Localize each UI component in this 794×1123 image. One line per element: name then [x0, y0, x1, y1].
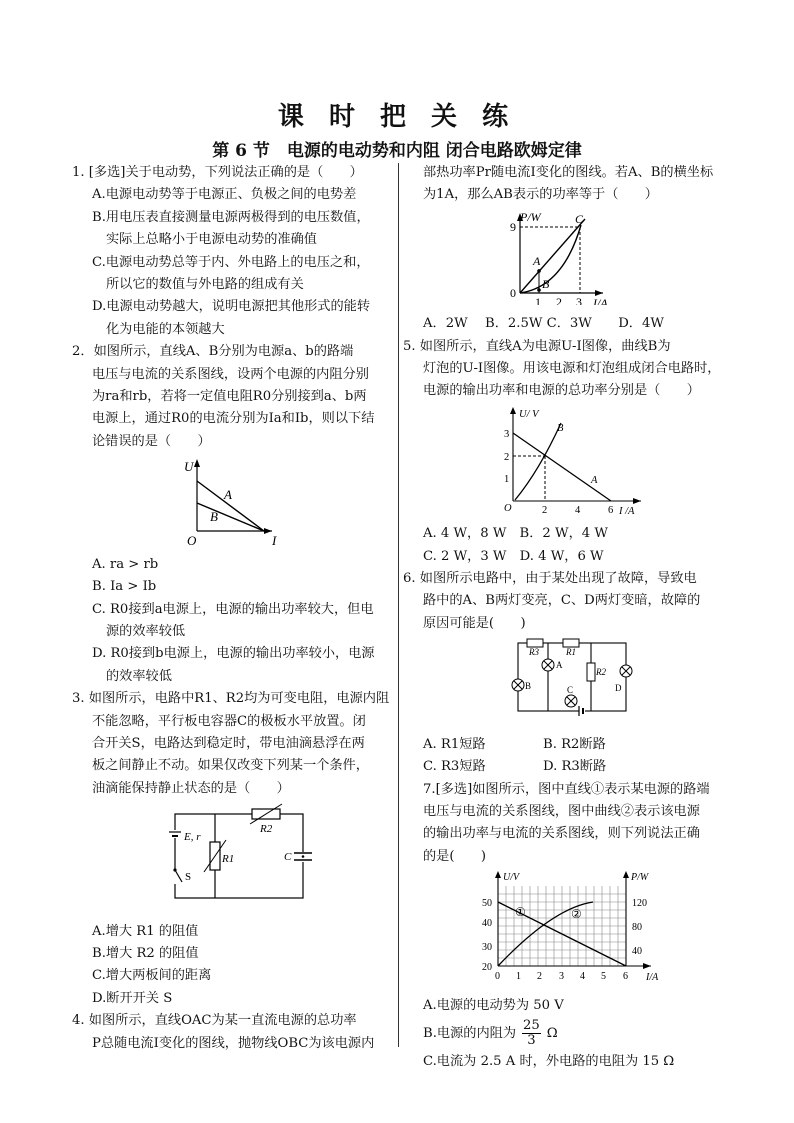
q7-fraction-denominator: 3 [527, 1033, 536, 1049]
q7-stem-line1: 7.[多选]如图所示，图中直线①表示某电源的路端 [423, 781, 710, 797]
q5-origin: O [504, 502, 512, 514]
q3-capacitor-label: C [284, 851, 292, 864]
q7-tick-x5: 5 [601, 971, 606, 983]
q2-option-d-line2: 的效率较低 [106, 668, 172, 684]
q4-axis-p-label: P/W [520, 209, 541, 224]
q4-options: A．2W B．2.5W C．3W D．4W [423, 316, 664, 332]
q7-tick-u20: 20 [482, 962, 492, 974]
q4-axis-i-label: I/A [593, 295, 608, 305]
q5-tick-y1: 1 [504, 473, 510, 485]
q7-tick-x3: 3 [559, 971, 564, 983]
q7-tick-x0: 0 [495, 971, 500, 983]
q3-stem-line2: 不能忽略，平行板电容器C的极板水平放置。闭 [92, 713, 366, 729]
q7-stem-line3: 的输出功率与电流的关系图线，则下列说法正确 [423, 826, 700, 842]
q7-tick-p40: 40 [632, 946, 642, 958]
q5-axis-i-label: I /A [619, 505, 635, 515]
q4-tick-1: 1 [535, 294, 541, 305]
q2-ui-graph [72, 453, 397, 545]
q6-stem-line2: 路中的A、B两灯变亮，C、D两灯变暗，故障的 [423, 593, 701, 609]
q5-curve-b-label: B [557, 422, 564, 434]
q6-stem-line1: 6. 如图所示电路中，由于某处出现了故障，导致电 [403, 571, 697, 587]
question-3 [72, 688, 397, 1010]
q2-option-a: A. ra > rb [92, 556, 159, 572]
q5-options-cd: C. 2 W，3 W D. 4 W，6 W [423, 548, 604, 564]
q1-option-a: A.电源电动势等于电源正、负极之间的电势差 [92, 187, 357, 203]
q3-stem-line1: 3. 如图所示，电路中R1、R2均为可变电阻，电源内阻 [72, 691, 390, 707]
q1-option-b-line2: 实际上总略小于电源电动势的准确值 [106, 232, 317, 248]
q7-dual-axis-graph [403, 868, 733, 986]
q7-tick-u40: 40 [482, 918, 492, 930]
q7-tick-x4: 4 [580, 971, 585, 983]
q3-option-d: D.断开开关 S [92, 990, 173, 1006]
q2-stem-line5: 论错误的是（ ） [92, 433, 211, 449]
q5-axis-u-label: U/ V [519, 408, 539, 420]
q1-stem: 1. [多选]关于电动势，下列说法正确的是（ ） [72, 165, 363, 180]
question-4-start [72, 1010, 397, 1055]
q6-option-b: B. R2断路 [543, 736, 606, 752]
q7-tick-x6: 6 [623, 971, 628, 983]
q2-line-b-label: B [210, 509, 218, 525]
q6-options-row1 [403, 734, 733, 756]
q2-option-b: B. Ia > Ib [92, 579, 157, 595]
q7-option-b-fraction [522, 1019, 541, 1048]
q4-stem-line3: 部热功率Pr随电流I变化的图线。若A、B的横坐标 [423, 165, 714, 180]
q3-r1-label: R1 [222, 853, 235, 866]
q4-power-graph [403, 207, 733, 305]
column-divider [398, 163, 399, 1047]
question-6 [403, 568, 733, 778]
q5-tick-x4: 4 [575, 504, 581, 515]
q3-option-c: C.增大两板间的距离 [92, 968, 212, 984]
q6-stem-line3: 原因可能是( ) [423, 615, 526, 631]
q5-ui-graph [403, 403, 733, 515]
q6-lamp-a-label: A [556, 660, 563, 671]
q7-axis-p-label: P/W [631, 872, 649, 884]
q2-line-a-label: A [224, 487, 232, 503]
q1-option-c-line1: C.电源电动势总等于内、外电路上的电压之和， [92, 254, 370, 270]
q4-point-a: A [533, 253, 541, 268]
q4-origin: 0 [510, 285, 516, 300]
q5-line-a-label: A [591, 474, 598, 486]
q2-option-c-line1: C. R0接到a电源上，电源的输出功率较大，但电 [92, 601, 374, 617]
q7-tick-u30: 30 [482, 942, 492, 954]
q6-r2-label: R2 [596, 667, 606, 678]
q3-circuit-diagram [72, 800, 397, 912]
q5-tick-x2: 2 [542, 504, 548, 515]
q2-option-c-line2: 源的效率较低 [106, 623, 186, 639]
question-7 [403, 779, 733, 1074]
q7-option-b [403, 1017, 733, 1051]
q7-tick-p80: 80 [632, 922, 642, 934]
q5-tick-x6: 6 [608, 504, 614, 515]
q5-stem-line3: 电源的输出功率和电源的总功率分别是（ ） [423, 383, 700, 399]
q3-stem-line4: 板之间静止不动。如果仅改变下列某一个条件， [92, 758, 369, 774]
q4-stem-line2: P总随电流I变化的图线，抛物线OBC为该电源内 [92, 1035, 375, 1051]
q5-stem-line2: 灯泡的U-I图像。用该电源和灯泡组成闭合电路时， [423, 361, 721, 377]
q7-option-c: C.电流为 2.5 A 时，外电路的电阻为 15 Ω [423, 1053, 675, 1069]
q3-option-a: A.增大 R1 的阻值 [92, 923, 199, 939]
q7-option-a: A.电源的电动势为 50 V [423, 997, 564, 1013]
q1-option-d-line1: D.电源电动势越大，说明电源把其他形式的能转 [92, 299, 371, 315]
q2-origin-label: O [187, 533, 197, 546]
q2-stem-line4: 电源上，通过R0的电流分别为Ia和Ib，则以下结 [92, 411, 375, 427]
q4-point-b: B [542, 276, 550, 291]
q4-stem-line1: 4. 如图所示，直线OAC为某一直流电源的总功率 [72, 1013, 357, 1029]
q6-lamp-d-label: D [615, 683, 622, 694]
q5-tick-y2: 2 [504, 451, 510, 463]
q7-curve2-marker: ② [571, 907, 582, 922]
q6-r1-label: R1 [566, 647, 576, 658]
q4-tick-9: 9 [510, 219, 516, 234]
q5-stem-line1: 5. 如图所示，直线A为电源U-I图像，曲线B为 [403, 338, 671, 354]
q1-option-d-line2: 化为电能的本领越大 [106, 321, 225, 337]
question-5 [403, 336, 733, 568]
q6-option-a: A. R1短路 [423, 736, 486, 752]
q6-lamp-b-label: B [525, 681, 532, 692]
q5-tick-y3: 3 [504, 428, 510, 440]
q6-option-c: C. R3短路 [423, 759, 486, 775]
q2-axis-u-label: U [184, 459, 194, 475]
q7-stem-line2: 电压与电流的关系图线，图中曲线②表示该电源 [423, 803, 700, 819]
q3-source-label: E, r [184, 831, 201, 844]
right-column [403, 162, 733, 1073]
q7-axis-u-label: U/V [503, 872, 520, 884]
q2-stem-line2: 电压与电流的关系图线，设两个电源的内阻分别 [92, 366, 369, 382]
q5-options-ab: A. 4 W，8 W B．2 W，4 W [423, 526, 608, 542]
section-subtitle: 第 6 节 电源的电动势和内阻 闭合电路欧姆定律 [212, 141, 582, 161]
question-2 [72, 341, 397, 688]
q4-tick-3: 3 [576, 294, 582, 305]
q2-axis-i-label: I [272, 533, 277, 546]
q7-option-b-text: B.电源的内阻为 [423, 1025, 517, 1041]
q7-line1-marker: ① [515, 905, 526, 920]
q1-option-b-line1: B.用电压表直接测量电源两极得到的电压数值， [92, 209, 370, 225]
q7-tick-x1: 1 [516, 971, 521, 983]
q3-r2-label: R2 [260, 823, 273, 836]
page-title: 课 时 把 关 练 [277, 102, 517, 132]
question-1 [72, 162, 397, 341]
q2-option-d-line1: D. R0接到b电源上，电源的输出功率较小，电源 [92, 646, 375, 662]
question-4-cont [403, 162, 733, 336]
q4-stem-line4: 为1A，那么AB表示的功率等于（ ） [423, 187, 658, 203]
left-column [72, 162, 397, 1055]
q7-option-b-unit: Ω [546, 1025, 558, 1041]
q7-tick-x2: 2 [537, 971, 542, 983]
q6-option-d: D. R3断路 [543, 759, 607, 775]
q7-tick-u50: 50 [482, 898, 492, 910]
q1-option-c-line2: 所以它的数值与外电路的组成有关 [106, 277, 304, 293]
q3-stem-line5: 油滴能保持静止状态的是（ ） [92, 780, 290, 796]
q2-stem-line1: 2．如图所示，直线A、B分别为电源a、b的路端 [72, 344, 354, 360]
q6-r3-label: R3 [529, 647, 539, 658]
q4-point-c: C [575, 211, 584, 226]
q7-axis-i-label: I/A [646, 972, 659, 984]
q3-switch-label: S [185, 871, 192, 884]
q7-fraction-numerator: 25 [523, 1018, 540, 1034]
q6-lamp-c-label: C [567, 685, 574, 696]
q7-tick-p120: 120 [632, 898, 647, 910]
q4-tick-2: 2 [556, 294, 562, 305]
q3-option-b: B.增大 R2 的阻值 [92, 945, 199, 961]
q6-circuit-diagram [403, 635, 733, 725]
q7-stem-line4: 的是( ) [423, 848, 487, 864]
q6-options-row2 [403, 756, 733, 778]
q3-stem-line3: 合开关S，电路达到稳定时，带电油滴悬浮在两 [92, 735, 365, 751]
q2-stem-line3: 为ra和rb，若将一定值电阻R0分别接到a、b两 [92, 389, 367, 405]
